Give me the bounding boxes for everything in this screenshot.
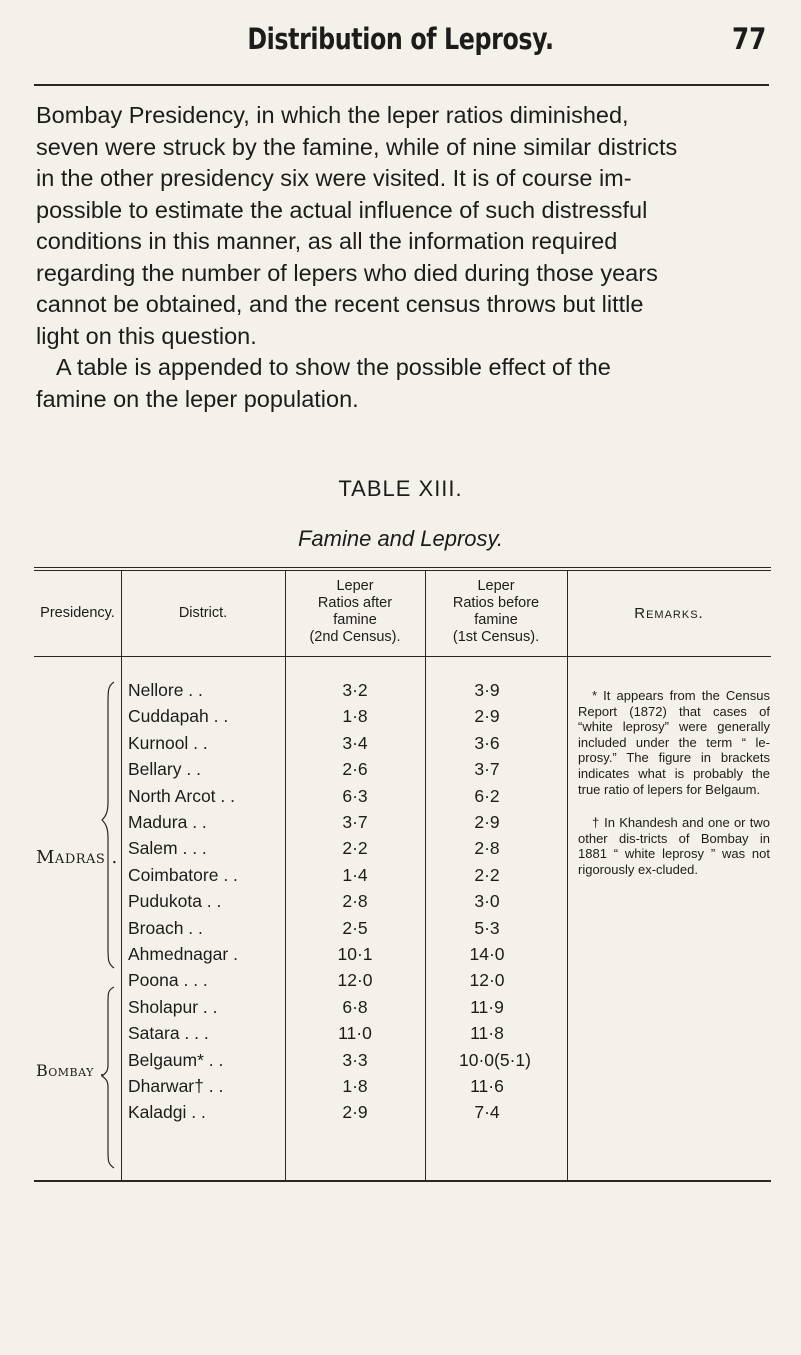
ratio-before-cell: 5·3 [474, 917, 500, 938]
remarks-notes [578, 688, 770, 878]
body-line: Bombay Presidency, in which the leper ratios diminished, [36, 102, 629, 128]
ratio-after-cell: 6·3 [342, 785, 368, 806]
ratio-after-cell: 3·7 [342, 812, 368, 832]
ratio-before-cell: 2·8 [474, 838, 500, 859]
table-number: TABLE XIII. [338, 476, 463, 501]
district-cell: Belgaum* . . [128, 1049, 224, 1070]
table-top-rule-inner [34, 570, 771, 571]
ratio-before-cell: 11·9 [470, 996, 504, 1017]
ratio-before-cell: 3·0 [474, 891, 500, 912]
ratio-after-cell: 12·0 [337, 970, 373, 991]
ratio-after-cell: 2·5 [342, 917, 368, 938]
header-line: Leper [336, 578, 374, 594]
ratio-before-cell: 2·9 [474, 812, 500, 832]
ratio-after-cell: 11·0 [338, 1023, 372, 1044]
body-line: possible to estimate the actual influence of such distressful [36, 196, 648, 223]
madras-brace [100, 680, 120, 970]
district-cell: Broach . . [128, 917, 203, 938]
body-line: cannot be obtained, and the recent census throws but little [36, 291, 644, 317]
header-line: Ratios before [452, 595, 540, 611]
body-line: light on this question. [36, 322, 257, 349]
body-line: conditions in this manner, as all the information required [36, 228, 618, 254]
body-line: A table is appended to show the possible effect of the [56, 354, 611, 380]
group-label-bombay: Bombay . [36, 1061, 106, 1080]
district-cell: Cuddapah . . [128, 706, 229, 727]
ratio-after-cell: 10·1 [337, 944, 373, 964]
ratio-before-cell: 10·0(5·1) [459, 1049, 531, 1070]
ratio-after-cell: 2·8 [342, 891, 368, 912]
header-line: famine [474, 612, 518, 628]
district-cell: Ahmednagar . [128, 944, 238, 964]
ratio-before-cell: 11·8 [470, 1023, 504, 1044]
ratio-before-cell: 2·2 [474, 864, 500, 885]
ratio-before-cell: 2·9 [474, 706, 500, 727]
body-line: famine on the leper population. [36, 385, 359, 412]
running-title: Distribution of Leprosy. [247, 22, 554, 56]
body-text [36, 100, 766, 415]
page-number: 77 [731, 22, 766, 56]
district-cell: Sholapur . . [128, 996, 218, 1017]
ratio-after-cell: 1·4 [342, 864, 368, 885]
ratio-after-cell: 1·8 [342, 1076, 368, 1096]
district-cell: Satara . . . [128, 1023, 209, 1044]
header-line: (1st Census). [452, 629, 540, 645]
table-caption: Famine and Leprosy. [297, 526, 504, 551]
col-divider [567, 570, 568, 1180]
group-label-madras: Madras . [36, 847, 118, 868]
district-cell: Kurnool . . [128, 732, 208, 753]
ratio-after-cell: 3·2 [342, 680, 368, 700]
header-presidency: Presidency. [40, 605, 115, 621]
district-cell: Dharwar† . . [128, 1076, 224, 1096]
ratio-after-cell: 3·3 [342, 1049, 368, 1070]
body-line: regarding the number of lepers who died during those years [36, 259, 658, 286]
district-cell: Pudukota . . [128, 891, 222, 912]
ratio-before-cell: 12·0 [469, 970, 505, 991]
district-cell: Madura . . [128, 812, 207, 832]
col-divider [425, 570, 426, 1180]
ratio-before-cell: 3·9 [474, 680, 500, 700]
header-line: (2nd Census). [309, 629, 401, 645]
ratio-before-cell: 6·2 [474, 785, 500, 806]
ratio-after-cell: 6·8 [342, 996, 368, 1017]
district-cell: Salem . . . [128, 838, 207, 859]
header-line: famine [333, 612, 377, 628]
ratio-after-cell: 2·2 [342, 838, 368, 859]
district-cell: Nellore . . [128, 680, 203, 700]
district-cell: Bellary . . [128, 759, 201, 780]
page-header [0, 18, 801, 58]
col-divider [285, 570, 286, 1180]
ratio-after-cell: 3·4 [342, 732, 368, 753]
district-cell: North Arcot . . [128, 785, 235, 806]
ratio-before-cell: 3·7 [474, 759, 500, 780]
ratio-before-cell: 7·4 [474, 1102, 500, 1123]
header-ratio-before [425, 578, 567, 646]
header-ratio-after [285, 578, 425, 646]
ratio-before-cell: 11·6 [470, 1076, 504, 1096]
table-top-rule [34, 567, 771, 568]
ratio-after-cell: 1·8 [342, 706, 368, 727]
header-district: District. [178, 605, 228, 621]
district-cell: Coimbatore . . [128, 864, 238, 885]
ratio-after-cell: 2·6 [342, 759, 368, 780]
col-divider [121, 570, 122, 1180]
table-bottom-rule [34, 1180, 771, 1182]
ratio-before-cell: 3·6 [474, 732, 500, 753]
header-line: Ratios after [317, 595, 393, 611]
district-cell: Poona . . . [128, 970, 208, 991]
header-line: Leper [477, 578, 515, 594]
remark-footnote: † In Khandesh and one or two other dis-tricts of Bombay in 1881 “ white leprosy ” was not rigorously ex-cluded. [578, 815, 770, 877]
header-rule [34, 84, 769, 86]
bombay-brace [100, 985, 120, 1170]
body-line: in the other presidency six were visited. It is of course im- [36, 165, 632, 191]
body-line: seven were struck by the famine, while of nine similar districts [36, 133, 678, 160]
header-bottom-rule [34, 656, 771, 657]
remark-footnote: * It appears from the Census Report (1872) that cases of “white leprosy” were generally included under the term “ le-prosy.” The figure in brackets indicates what is probably the true ratio of lepers for Belgaum. [578, 688, 770, 797]
ratio-after-cell: 2·9 [342, 1102, 368, 1123]
ratio-before-cell: 14·0 [469, 944, 505, 964]
district-cell: Kaladgi . . [128, 1102, 206, 1123]
header-remarks: Remarks. [634, 605, 704, 622]
